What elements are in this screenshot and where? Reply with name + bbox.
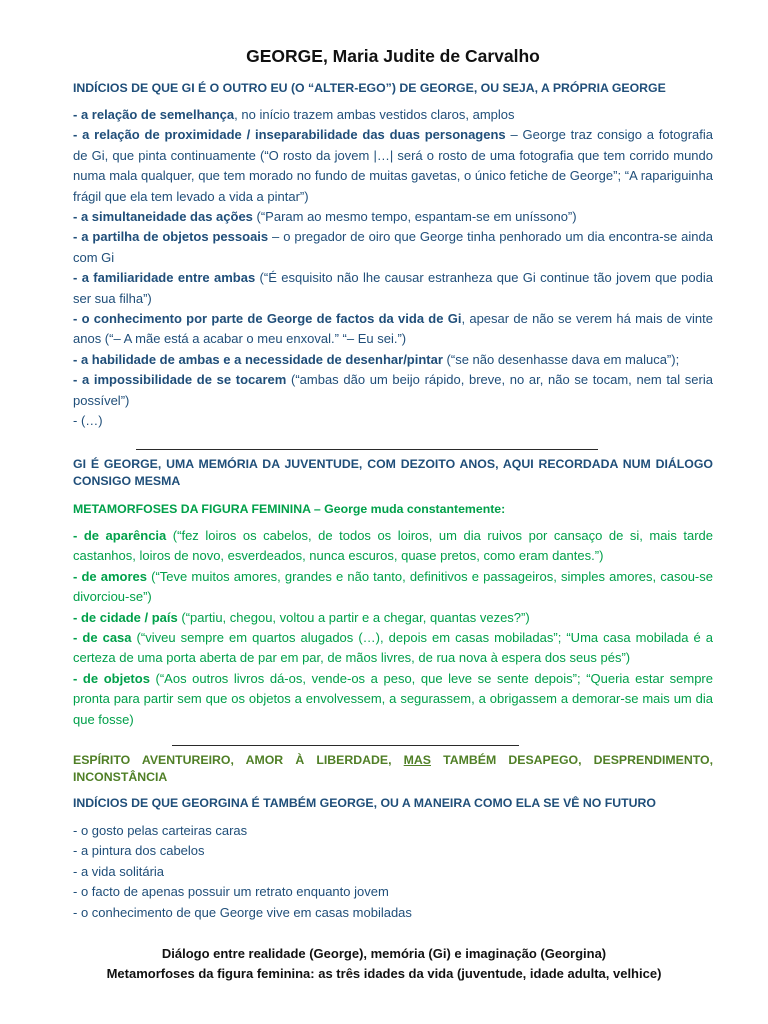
list-item: - o conhecimento por parte de George de factos da vida de Gi, apesar de não se verem há mais de vinte anos (“– A mãe está a acabar o meu enxoval.” “– Eu sei.”)	[73, 311, 713, 347]
list-item: - de amores (“Teve muitos amores, grandes e não tanto, definitivos e passageiros, simples amores, casou-se divorciou-se”)	[73, 568, 713, 605]
footer-line-2: Metamorfoses da figura feminina: as três idades da vida (juventude, idade adulta, velhice)	[106, 966, 662, 981]
list-item: - o gosto pelas carteiras caras	[73, 823, 248, 838]
page-title: GEORGE, Maria Judite de Carvalho	[246, 46, 540, 66]
list-item: - o facto de apenas possuir um retrato enquanto jovem	[73, 884, 389, 900]
list-item: - a partilha de objetos pessoais – o pregador de oiro que George tinha penhorado um dia encontra-se ainda com Gi	[73, 229, 713, 265]
section3-heading: METAMORFOSES DA FIGURA FEMININA – George muda constantemente:	[73, 502, 506, 516]
section2-heading: GI É GEORGE, UMA MEMÓRIA DA JUVENTUDE, COM DEZOITO ANOS, AQUI RECORDADA NUM DIÁLOGO CONSIGO MESMA	[73, 457, 713, 488]
list-item: - a vida solitária	[73, 863, 165, 879]
list-item: - a relação de proximidade / inseparabilidade das duas personagens – George traz consigo a fotografia de Gi, que pinta continuamente (“O rosto da jovem |…| será o rosto de uma fotografia que tem corrido mundo numa mala qualquer, que tem morado no fundo de muitas gavetas, o único fetiche de George”; “A rapariguinha frágil que ela tem levado a vida a pintar”)	[73, 127, 713, 204]
section4-heading: ESPÍRITO AVENTUREIRO, AMOR À LIBERDADE, MAS TAMBÉM DESAPEGO, DESPRENDIMENTO, INCONSTÂNCIA	[73, 753, 713, 784]
list-item: - a familiaridade entre ambas (“É esquisito não lhe causar estranheza que Gi continue tão jovem que podia ser sua filha”)	[73, 270, 713, 306]
list-item: - a pintura dos cabelos	[73, 843, 205, 859]
list-item: - a impossibilidade de se tocarem (“ambas dão um beijo rápido, breve, no ar, não se tocam, nem tal seria possível”)	[73, 372, 713, 408]
footer-line-1: Diálogo entre realidade (George), memória (Gi) e imaginação (Georgina)	[161, 946, 607, 961]
divider	[136, 449, 598, 450]
list-item: - a simultaneidade das ações (“Param ao mesmo tempo, espantam-se em uníssono”)	[73, 209, 577, 225]
section5-list	[73, 821, 713, 923]
list-item: - a relação de semelhança, no início trazem ambas vestidos claros, amplos	[73, 107, 515, 122]
list-item: - de casa (“viveu sempre em quartos alugados (…), depois em casas mobiladas”; “Uma casa mobilada é a certeza de uma porta aberta de par em par, de mãos livres, de rua nova à espera dos seus pés”)	[73, 630, 713, 666]
list-item: - o conhecimento de que George vive em casas mobiladas	[73, 904, 412, 920]
section1-heading: INDÍCIOS DE QUE GI É O OUTRO EU (O “ALTER-EGO”) DE GEORGE, OU SEJA, A PRÓPRIA GEORGE	[73, 81, 666, 95]
section3-list	[73, 526, 713, 730]
section1-list	[73, 105, 713, 432]
list-item: - de objetos (“Aos outros livros dá-os, vende-os a peso, que leve se sente depois”; “Queria estar sempre pronta para partir sem que os objetos a envolvessem, a segurassem, a obrigassem a demorar-se mais um dia que fosse)	[73, 670, 713, 727]
divider	[172, 745, 519, 746]
list-item: - de cidade / país (“partiu, chegou, voltou a partir e a chegar, quantas vezes?”)	[73, 609, 530, 625]
list-item: - (…)	[73, 413, 103, 429]
list-item: - de aparência (“fez loiros os cabelos, de todos os loiros, um dia ruivos por cansaço de si, mais tarde castanhos, loiros de novo, esverdeados, nunca escuros, quase pretos, como eram dantes.”)	[73, 528, 713, 564]
list-item: - a habilidade de ambas e a necessidade de desenhar/pintar (“se não desenhasse dava em maluca”);	[73, 351, 680, 367]
section5-heading: INDÍCIOS DE QUE GEORGINA É TAMBÉM GEORGE, OU A MANEIRA COMO ELA SE VÊ NO FUTURO	[73, 796, 656, 810]
